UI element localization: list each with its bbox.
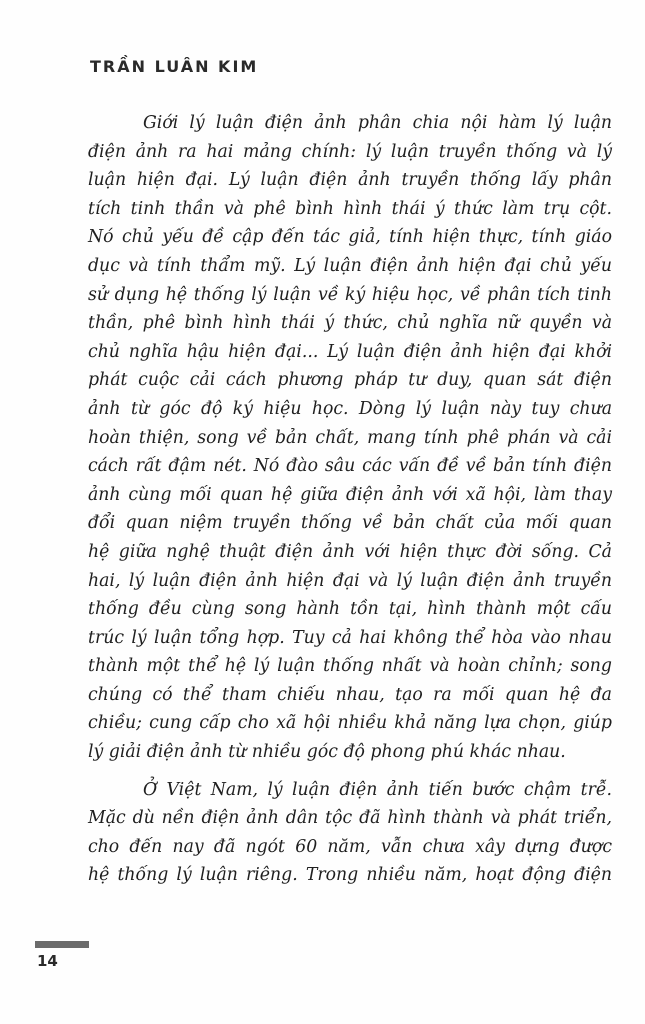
text-line: chủ nghĩa hậu hiện đại... Lý luận điện ảnh hiện đại khởi — [88, 341, 612, 362]
text-line: thần, phê bình hình thái ý thức, chủ nghĩa nữ quyền và — [88, 313, 612, 334]
paragraph-spacer — [88, 767, 612, 776]
text-line: Giới lý luận điện ảnh phân chia nội hàm lý luận — [143, 113, 612, 133]
text-line: điện ảnh ra hai mảng chính: lý luận truyền thống và lý — [88, 141, 612, 162]
paragraph-2 — [88, 776, 612, 890]
body-text — [88, 109, 612, 890]
folio-bar — [35, 941, 89, 948]
text-line: hệ giữa nghệ thuật điện ảnh với hiện thực đời sống. Cả — [88, 541, 612, 562]
text-line: Mặc dù nền điện ảnh dân tộc đã hình thành và phát triển, — [88, 808, 612, 829]
page-number: 14 — [37, 952, 58, 970]
text-line: hoàn thiện, song về bản chất, mang tính phê phán và cải — [88, 427, 612, 448]
paragraph-1 — [88, 109, 612, 767]
text-line: tích tinh thần và phê bình hình thái ý thức làm trụ cột. — [88, 198, 612, 219]
text-line: hai, lý luận điện ảnh hiện đại và lý luận điện ảnh truyền — [88, 570, 612, 591]
text-line: dục và tính thẩm mỹ. Lý luận điện ảnh hiện đại chủ yếu — [88, 255, 612, 276]
text-line: ảnh cùng mối quan hệ giữa điện ảnh với xã hội, làm thay — [88, 484, 612, 505]
text-line: cho đến nay đã ngót 60 năm, vẫn chưa xây dựng được — [88, 836, 612, 857]
text-line: Nó chủ yếu đề cập đến tác giả, tính hiện thực, tính giáo — [88, 227, 612, 248]
text-line: cách rất đậm nét. Nó đào sâu các vấn đề về bản tính điện — [88, 456, 612, 477]
text-line: thành một thể hệ lý luận thống nhất và hoàn chỉnh; song — [88, 656, 612, 677]
text-line: hệ thống lý luận riêng. Trong nhiều năm, hoạt động điện — [88, 865, 612, 886]
text-line: lý giải điện ảnh từ nhiều góc độ phong phú khác nhau. — [88, 742, 566, 763]
text-line: ảnh từ góc độ ký hiệu học. Dòng lý luận này tuy chưa — [88, 398, 612, 419]
text-line: sử dụng hệ thống lý luận về ký hiệu học, về phân tích tinh — [88, 284, 612, 305]
text-line: đổi quan niệm truyền thống về bản chất của mối quan — [88, 513, 612, 534]
text-line: chúng có thể tham chiếu nhau, tạo ra mối quan hệ đa — [88, 684, 612, 705]
text-line: chiều; cung cấp cho xã hội nhiều khả năng lựa chọn, giúp — [88, 713, 612, 734]
text-line: phát cuộc cải cách phương pháp tư duy, quan sát điện — [88, 370, 612, 391]
text-line: trúc lý luận tổng hợp. Tuy cả hai không thể hòa vào nhau — [88, 627, 612, 648]
text-line: Ở Việt Nam, lý luận điện ảnh tiến bước chậm trễ. — [143, 779, 612, 800]
text-line: luận hiện đại. Lý luận điện ảnh truyền thống lấy phân — [88, 170, 612, 191]
text-line: thống đều cùng song hành tồn tại, hình thành một cấu — [88, 599, 612, 620]
running-head-author: TRẦN LUÂN KIM — [90, 57, 259, 76]
